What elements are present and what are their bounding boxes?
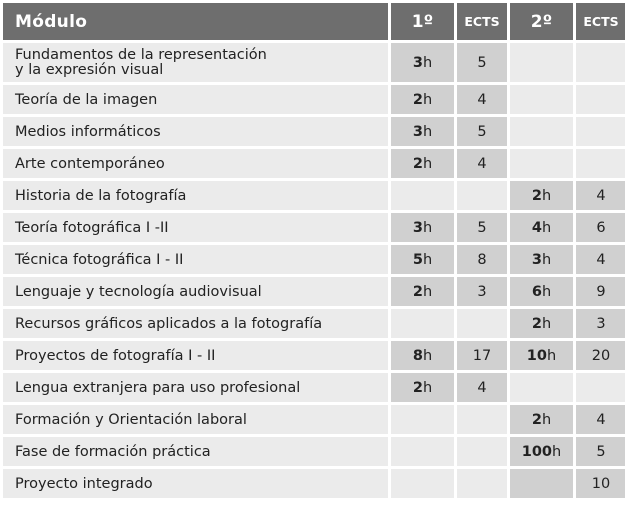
year1-hours [391, 85, 454, 114]
table-body [3, 43, 625, 498]
hours-value: 2 [531, 315, 542, 332]
module-name [3, 117, 388, 146]
module-name-line: Técnica fotográfica I - II [15, 251, 184, 268]
hours-value: 5 [412, 251, 423, 268]
ects1-header: ECTS [457, 3, 507, 40]
hours-value: 2 [412, 283, 423, 300]
module-name-line: Teoría fotográfica I -II [15, 219, 169, 236]
hours-unit: h [541, 411, 552, 428]
year2-ects: 4 [576, 181, 625, 210]
hours-unit: h [546, 347, 557, 364]
table-row [3, 341, 625, 370]
hours-value: 3 [412, 123, 423, 140]
year2-ects [576, 43, 625, 82]
module-name-line: Medios informáticos [15, 123, 161, 140]
table-row [3, 245, 625, 274]
module-name [3, 469, 388, 498]
module-name-line: Fase de formación práctica [15, 443, 211, 460]
year2-ects [576, 149, 625, 178]
table-row [3, 213, 625, 242]
year1-hours [391, 437, 454, 466]
hours-unit: h [422, 283, 433, 300]
hours-unit: h [541, 251, 552, 268]
year2-hours [510, 341, 573, 370]
year2-ects: 5 [576, 437, 625, 466]
year2-hours [510, 117, 573, 146]
year2-hours [510, 469, 573, 498]
year2-hours [510, 43, 573, 82]
year1-hours [391, 373, 454, 402]
hours-unit: h [541, 283, 552, 300]
module-name-line: Formación y Orientación laboral [15, 411, 247, 428]
module-name [3, 405, 388, 434]
table-row [3, 117, 625, 146]
year2-hours [510, 277, 573, 306]
hours-value: 10 [526, 347, 547, 364]
year1-ects [457, 469, 507, 498]
year1-ects: 5 [457, 117, 507, 146]
year1-ects: 4 [457, 373, 507, 402]
table-row [3, 373, 625, 402]
year1-ects: 4 [457, 149, 507, 178]
year1-hours [391, 117, 454, 146]
year1-ects: 3 [457, 277, 507, 306]
year1-ects [457, 181, 507, 210]
table-row [3, 85, 625, 114]
hours-unit: h [422, 54, 433, 71]
year1-hours [391, 469, 454, 498]
hours-unit: h [422, 347, 433, 364]
year2-ects [576, 117, 625, 146]
year2-ects: 3 [576, 309, 625, 338]
module-name [3, 181, 388, 210]
module-name [3, 149, 388, 178]
hours-value: 6 [531, 283, 542, 300]
year1-hours [391, 43, 454, 82]
year2-ects: 4 [576, 405, 625, 434]
hours-value: 3 [412, 219, 423, 236]
hours-unit: h [541, 315, 552, 332]
hours-unit: h [422, 379, 433, 396]
hours-unit: h [422, 155, 433, 172]
year1-hours [391, 245, 454, 274]
year2-ects: 6 [576, 213, 625, 242]
hours-value: 100 [521, 443, 553, 460]
year1-ects: 17 [457, 341, 507, 370]
year2-hours [510, 309, 573, 338]
hours-value: 2 [412, 379, 423, 396]
hours-value: 2 [531, 411, 542, 428]
module-name-line: Recursos gráficos aplicados a la fotografía [15, 315, 323, 332]
year2-hours [510, 437, 573, 466]
year1-ects [457, 437, 507, 466]
table-row [3, 277, 625, 306]
module-name-line: Proyecto integrado [15, 475, 153, 492]
hours-value: 3 [412, 54, 423, 71]
year2-hours [510, 181, 573, 210]
module-name-line: Historia de la fotografía [15, 187, 187, 204]
hours-value: 2 [412, 155, 423, 172]
year1-ects: 5 [457, 213, 507, 242]
year2-ects: 20 [576, 341, 625, 370]
year2-hours [510, 405, 573, 434]
module-name [3, 213, 388, 242]
hours-unit: h [422, 219, 433, 236]
module-name [3, 309, 388, 338]
year1-hours [391, 309, 454, 338]
year1-hours [391, 181, 454, 210]
hours-value: 3 [531, 251, 542, 268]
year2-ects: 10 [576, 469, 625, 498]
year1-ects [457, 405, 507, 434]
table-row [3, 181, 625, 210]
table-row [3, 437, 625, 466]
table-row [3, 405, 625, 434]
module-name-line: Proyectos de fotografía I - II [15, 347, 216, 364]
year2-hours [510, 213, 573, 242]
year1-hours [391, 341, 454, 370]
ects2-header: ECTS [576, 3, 625, 40]
table-row [3, 43, 625, 82]
hours-unit: h [541, 187, 552, 204]
module-name [3, 245, 388, 274]
module-name-line: Teoría de la imagen [15, 91, 158, 108]
module-name-line: Arte contemporáneo [15, 155, 165, 172]
module-name [3, 277, 388, 306]
year1-hours [391, 405, 454, 434]
year1-hours [391, 149, 454, 178]
year2-hours [510, 245, 573, 274]
year1-ects: 8 [457, 245, 507, 274]
year2-ects [576, 373, 625, 402]
year1-hours [391, 277, 454, 306]
hours-value: 2 [412, 91, 423, 108]
year1-ects [457, 309, 507, 338]
hours-value: 2 [531, 187, 542, 204]
module-name-line: Lengua extranjera para uso profesional [15, 379, 301, 396]
year2-header: 2º [510, 3, 573, 40]
year2-ects: 9 [576, 277, 625, 306]
year1-header: 1º [391, 3, 454, 40]
hours-unit: h [422, 91, 433, 108]
module-header: Módulo [3, 3, 388, 40]
hours-value: 4 [531, 219, 542, 236]
hours-unit: h [422, 123, 433, 140]
module-name [3, 85, 388, 114]
year2-hours [510, 85, 573, 114]
module-name-line: Lenguaje y tecnología audiovisual [15, 283, 262, 300]
hours-value: 8 [412, 347, 423, 364]
year1-ects: 5 [457, 43, 507, 82]
module-name-line: Fundamentos de la representación [15, 46, 267, 63]
hours-unit: h [422, 251, 433, 268]
hours-unit: h [552, 443, 562, 460]
module-name [3, 341, 388, 370]
table-row [3, 309, 625, 338]
module-name [3, 373, 388, 402]
table-row [3, 149, 625, 178]
module-name [3, 43, 388, 82]
year2-ects [576, 85, 625, 114]
year2-hours [510, 373, 573, 402]
year1-hours [391, 213, 454, 242]
year1-ects: 4 [457, 85, 507, 114]
year2-ects: 4 [576, 245, 625, 274]
hours-unit: h [541, 219, 552, 236]
module-name [3, 437, 388, 466]
year2-hours [510, 149, 573, 178]
table-row [3, 469, 625, 498]
header-row [3, 3, 625, 40]
module-name-line: y la expresión visual [15, 61, 164, 78]
